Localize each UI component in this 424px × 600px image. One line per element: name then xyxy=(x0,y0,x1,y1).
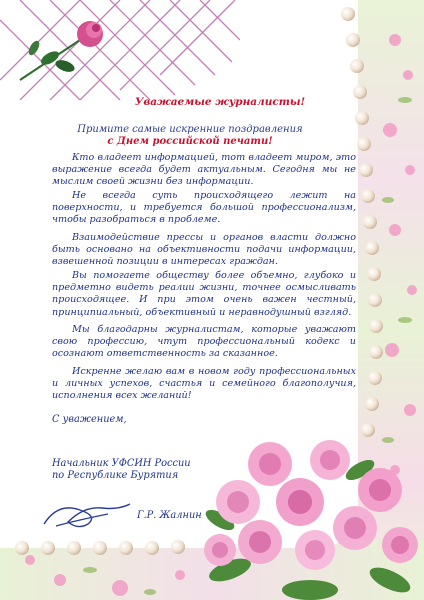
greeting-heading: Уважаемые журналисты! xyxy=(134,96,306,108)
paragraph-3: Взаимодействие прессы и органов власти должно быть основано на объективности подачи информации, взвешенной позиции в интересах граждан. xyxy=(52,232,356,268)
paragraph-4: Вы помогаете обществу более объемно, глубоко и предметно видеть реалии жизни, точнее осмысливать происходящее. И при этом очень важен честный, принципиальный, объективный и неравнодушный взгляд. xyxy=(52,270,356,318)
intro-line-1: Примите самые искренние поздравления xyxy=(77,124,303,135)
rose-bouquet-icon xyxy=(190,430,424,600)
paragraph-1: Кто владеет информацией, тот владеет миром, это выражение всегда будет актуальным. Сегодня мы не мыслим своей жизни без информации. xyxy=(52,152,356,188)
position-line-2: по Республике Бурятия xyxy=(52,470,179,481)
signature-mark xyxy=(38,494,138,534)
paragraph-2: Не всегда суть происходящего лежит на поверхности, и требуется большой профессионализм, чтобы разобраться в проблеме. xyxy=(52,190,356,226)
regards-text: С уважением, xyxy=(52,414,127,425)
position-title xyxy=(52,458,191,482)
intro xyxy=(60,124,320,148)
paragraph-6: Искренне желаю вам в новом году профессиональных и личных успехов, счастья и семейного благополучия, исполнения всех желаний! xyxy=(52,366,356,402)
paragraph-5: Мы благодарны журналистам, которые уважают свою профессию, чтут профессиональный кодекс и осознают ответственность за сказанное. xyxy=(52,324,356,360)
signatory-name: Г.Р. Жалнин xyxy=(137,510,202,521)
position-line-1: Начальник УФСИН России xyxy=(52,458,191,469)
intro-line-2: с Днем российской печати! xyxy=(107,136,273,147)
